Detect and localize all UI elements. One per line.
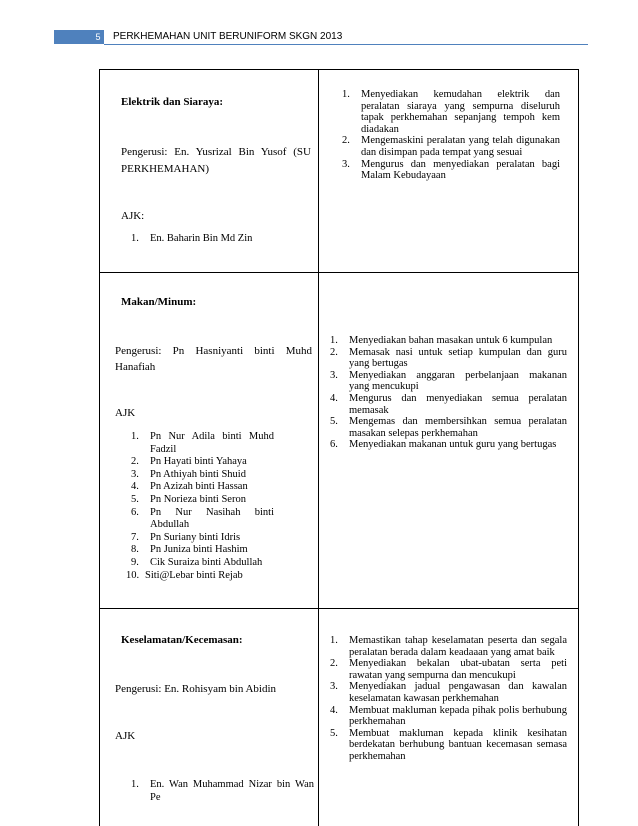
list-item: 4. Mengurus dan menyediakan semua peralatan memasak [330,392,567,416]
list-item: 2. Menyediakan bekalan ubat-ubatan serta peti rawatan yang sempurna dan mencukupi [330,658,567,681]
list-item: 3. Menyediakan anggaran perbelanjaan makanan yang mencukupi [330,369,567,393]
section-title: Keselamatan/Kecemasan: [121,634,243,646]
list-item: 1. Menyediakan kemudahan elektrik dan peralatan siaraya yang sempurna diseluruh tapak perkhemahan sepanjang tempoh kem diadakan [342,89,560,135]
table-border-left [99,69,100,826]
row-divider [99,272,579,273]
list-item: 8. Pn Juniza binti Hashim [131,544,248,556]
list-item: 1. Memastikan tahap keselamatan peserta dan segala peralatan berada dalam keadaaan yang amat baik [330,635,567,658]
chairperson-line: PERKHEMAHAN) [121,163,209,175]
section-title: Makan/Minum: [121,296,197,308]
list-item: 9. Cik Suraiza binti Abdullah [131,556,263,568]
list-item: 2. Mengemaskini peralatan yang telah digunakan dan disimpan pada tempat yang sesuai [342,135,560,158]
duty-list [330,335,567,451]
ajk-label: AJK: [121,210,145,222]
list-item: 7. Pn Suriany binti Idris [131,531,241,543]
header-rule [104,44,588,45]
list-item: 5. Pn Norieza binti Seron [131,493,246,505]
chairperson-line: Pengerusi: Pn Hasniyanti binti Muhd [115,345,312,357]
list-item: 10. Siti@Lebar binti Rejab [126,569,243,581]
header-title: PERKHEMAHAN UNIT BERUNIFORM SKGN 2013 [113,31,343,42]
chairperson-line: Pengerusi: En. Rohisyam bin Abidin [115,683,277,695]
list-item: 5. Membuat makluman kepada klinik kesihatan berdekatan berhubung bantuan kecemasan semasa perkhemahan [330,727,567,762]
list-item: 6. Menyediakan makanan untuk guru yang bertugas [330,439,557,451]
list-item: 1. Pn Nur Adila binti Muhd Fadzil [131,431,274,455]
list-item: 1. En. Wan Muhammad Nizar bin Wan Pe [131,779,314,803]
list-item: 3. Menyediakan jadual pengawasan dan kawalan keselamatan kawasan perkhemahan [330,681,567,704]
table-border-top [99,69,579,70]
chairperson-line: Hanafiah [115,361,156,373]
list-item: 1. En. Baharin Bin Md Zin [131,233,253,244]
ajk-label: AJK [115,407,136,419]
section-title: Elektrik dan Siaraya: [121,96,224,108]
list-item: 4. Membuat makluman kepada pihak polis berhubung perkhemahan [330,704,567,728]
row-divider [99,608,579,609]
list-item: 3. Mengurus dan menyediakan peralatan bagi Malam Kebudayaan [342,158,560,182]
list-item: 4. Pn Azizah binti Hassan [131,481,248,493]
member-list [126,431,274,582]
member-list [131,779,314,804]
duty-list [342,89,560,182]
list-item: 2. Memasak nasi untuk setiap kumpulan dan guru yang bertugas [330,346,567,370]
list-item: 2. Pn Hayati binti Yahaya [131,456,247,468]
table-border-right [578,69,579,826]
list-item: 1. Menyediakan bahan masakan untuk 6 kumpulan [330,335,553,346]
chairperson-line: Pengerusi: En. Yusrizal Bin Yusof (SU [121,146,311,158]
list-item: 5. Mengemas dan membersihkan semua peralatan masakan selepas perkhemahan [330,416,567,439]
column-divider [318,69,319,826]
page-number: 5 [95,32,101,42]
ajk-label: AJK [115,730,136,742]
member-list [131,233,311,246]
list-item: 6. Pn Nur Nasihah binti Abdullah [131,506,274,531]
duty-list [330,635,567,763]
list-item: 3. Pn Athiyah binti Shuid [131,468,246,480]
